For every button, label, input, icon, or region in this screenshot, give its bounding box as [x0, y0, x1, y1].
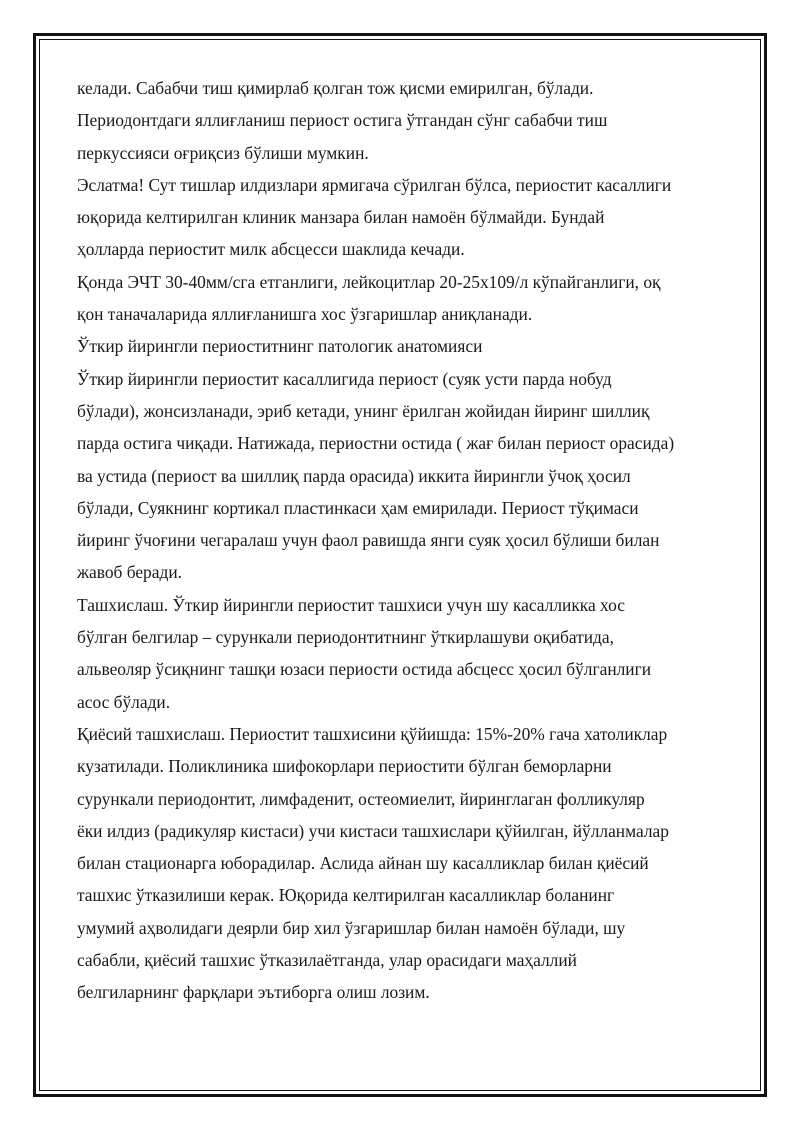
text-line: ва устида (периост ва шиллиқ парда орасида) иккита йирингли ўчоқ ҳосил: [77, 465, 631, 486]
text-line: Ташхислаш. Ўткир йирингли периостит ташхиси учун шу касалликка хос: [77, 594, 625, 615]
text-line: альвеоляр ўсиқнинг ташқи юзаси периости остида абсцесс ҳосил бўлганлиги: [77, 659, 652, 680]
text-line: ёки илдиз (радикуляр кистаси) учи кистаси ташхислари қўйилган, йўлланмалар: [77, 820, 669, 841]
text-line: жавоб беради.: [77, 562, 182, 583]
text-line: белгиларнинг фарқлари эътиборга олиш лозим.: [77, 982, 430, 1003]
text-line: умумий аҳволидаги деярли бир хил ўзгаришлар билан намоён бўлади, шу: [77, 917, 626, 938]
text-line: перкуссияси оғриқсиз бўлиши мумкин.: [77, 142, 369, 163]
text-line: Периодонтдаги яллиғланиш периост остига ўтгандан сўнг сабабчи тиш: [77, 110, 608, 131]
text-line: Қонда ЭЧТ 30-40мм/сга етганлиги, лейкоцитлар 20-25х109/л кўпайганлиги, оқ: [77, 271, 661, 292]
text-line: юқорида келтирилган клиник манзара билан намоён бўлмайди. Бундай: [77, 207, 605, 228]
text-line: келади. Сабабчи тиш қимирлаб қолган тож қисми емирилган, бўлади.: [77, 78, 594, 98]
text-line: ташхис ўтказилиши керак. Юқорида келтирилган касалликлар боланинг: [77, 885, 615, 906]
text-line: қон таначаларида яллиғланишга хос ўзгаришлар аниқланади.: [77, 304, 533, 325]
text-line: сабабли, қиёсий ташхис ўтказилаётганда, улар орасидаги маҳаллий: [77, 950, 577, 971]
text-line: бўлади, Суякнинг кортикал пластинкаси ҳам емирилади. Периост тўқимаси: [77, 497, 639, 518]
text-line: Ўткир йирингли периостит касаллигида периост (суяк усти парда нобуд: [77, 368, 612, 389]
text-line: йиринг ўчоғини чегаралаш учун фаол равишда янги суяк ҳосил бўлиши билан: [77, 530, 660, 551]
text-line: парда остига чиқади. Натижада, периостни остида ( жағ билан периост орасида): [77, 433, 675, 454]
text-line: бўлган белгилар – сурункали периодонтитнинг ўткирлашуви оқибатида,: [77, 627, 614, 648]
text-line: асос бўлади.: [77, 691, 171, 712]
text-line: Эслатма! Сут тишлар илдизлари ярмигача сўрилган бўлса, периостит касаллиги: [77, 174, 672, 195]
text-line: билан стационарга юборадилар. Аслида айнан шу касалликлар билан қиёсий: [77, 853, 649, 874]
text-line: кузатилади. Поликлиника шифокорлари периостити бўлган беморларни: [77, 756, 612, 777]
document-text: [77, 72, 727, 1009]
section-heading: Ўткир йирингли периоститнинг патологик анатомияси: [77, 336, 483, 357]
text-line: бўлади), жонсизланади, эриб кетади, унинг ёрилган жойидан йиринг шиллиқ: [77, 400, 650, 421]
text-line: сурункали периодонтит, лимфаденит, остеомиелит, йиринглаган фолликуляр: [77, 788, 645, 809]
text-line: ҳолларда периостит милк абсцесси шаклида кечади.: [77, 239, 465, 260]
text-line: Қиёсий ташхислаш. Периостит ташхисини қўйишда: 15%-20% гача хатоликлар: [77, 723, 668, 744]
